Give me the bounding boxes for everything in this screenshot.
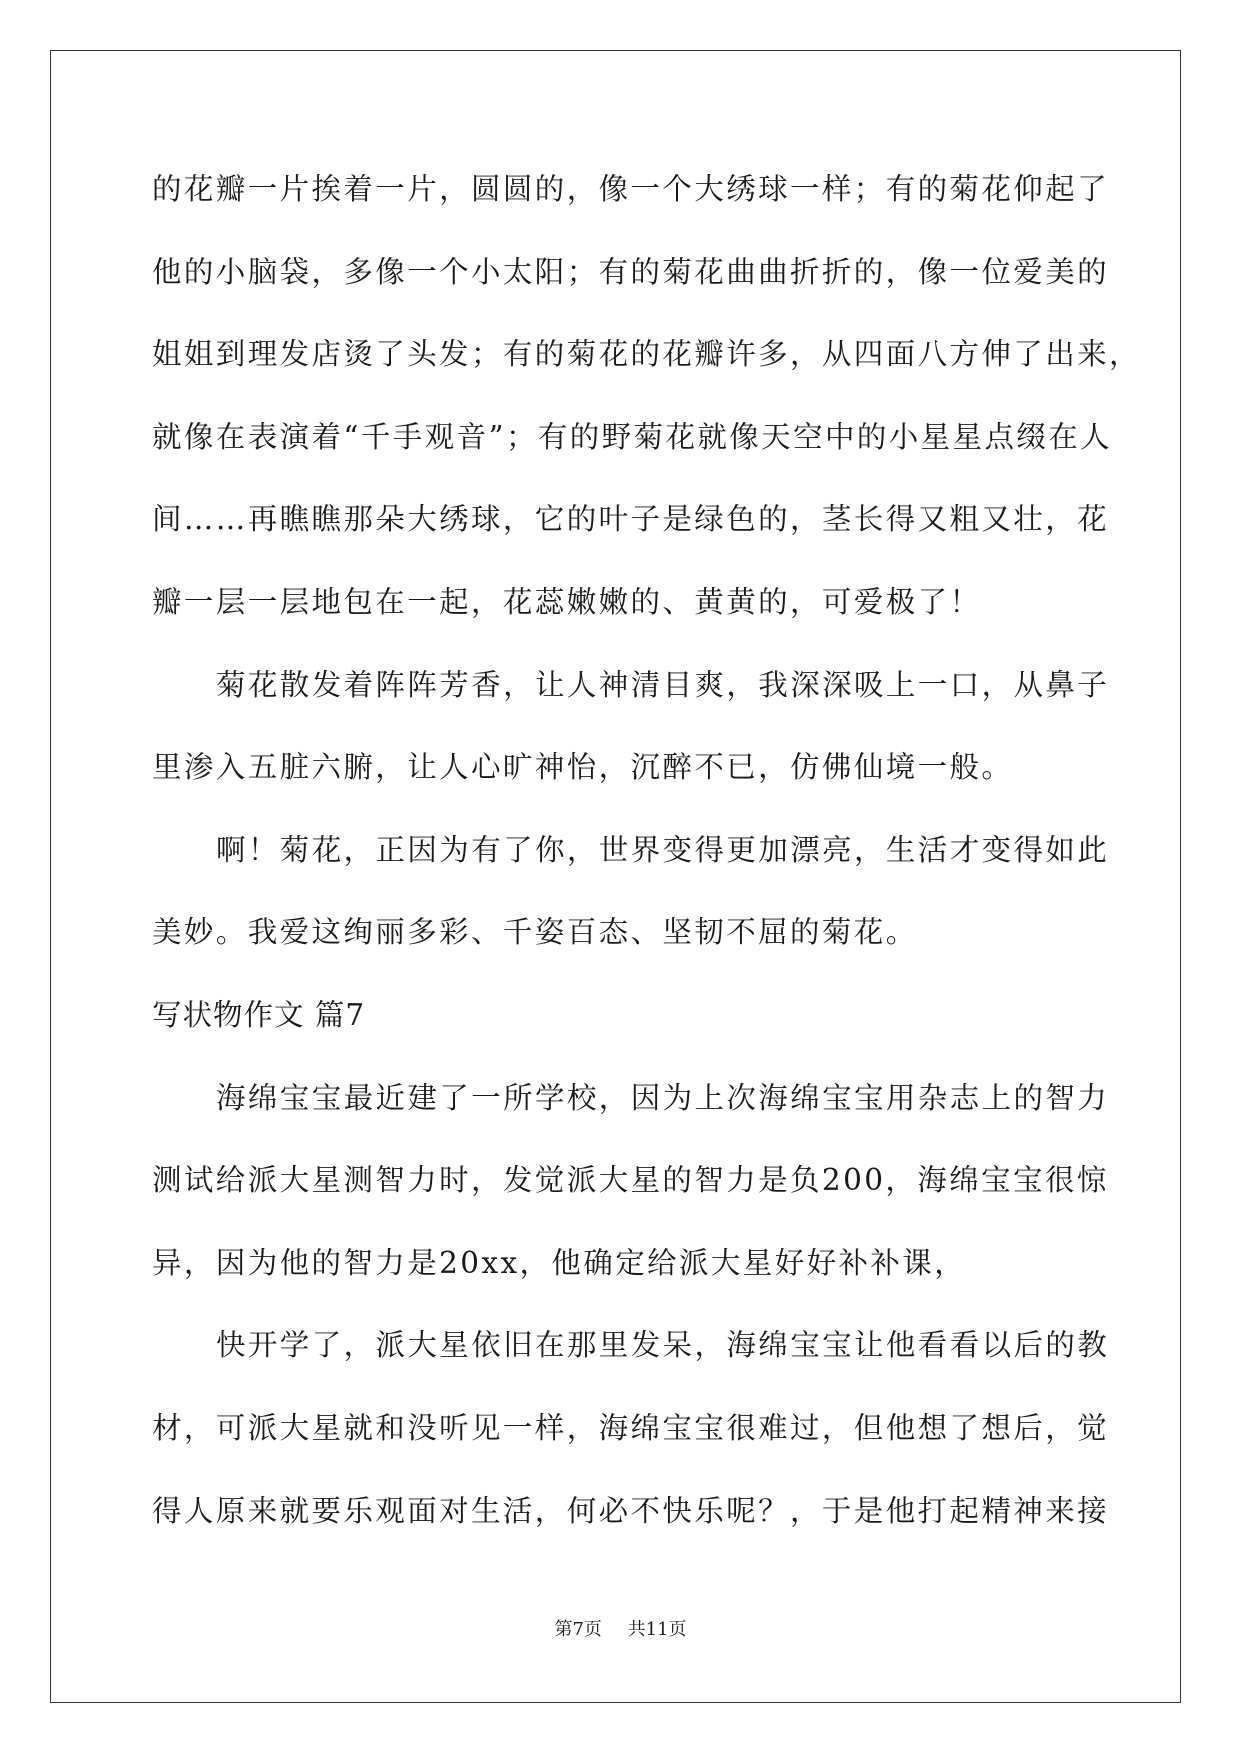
text-line: 的花瓣一片挨着一片，圆圆的，像一个大绣球一样；有的菊花仰起了 (152, 172, 1110, 206)
text-line: 间……再瞧瞧那朵大绣球，它的叶子是绿色的，茎长得又粗又壮，花 (152, 502, 1110, 537)
page-footer (0, 1615, 1241, 1641)
text-line: 海绵宝宝最近建了一所学校，因为上次海绵宝宝用杂志上的智力 (216, 1080, 1110, 1115)
text-line: 就像在表演着“千手观音”；有的野菊花就像天空中的小星星点缀在人 (152, 419, 1113, 454)
text-line: 姐姐到理发店烫了头发；有的菊花的花瓣许多，从四面八方伸了出来， (152, 337, 1141, 372)
text-line: 菊花散发着阵阵芳香，让人神清目爽，我深深吸上一口，从鼻子 (216, 667, 1110, 702)
text-line: 得人原来就要乐观面对生活，何必不快乐呢？，于是他打起精神来接 (152, 1493, 1110, 1528)
text-line: 啊！菊花，正因为有了你，世界变得更加漂亮，生活才变得如此 (216, 832, 1110, 867)
text-line: 材，可派大星就和没听见一样，海绵宝宝很难过，但他想了想后，觉 (152, 1410, 1110, 1445)
page-number: 第7页 (554, 1619, 602, 1640)
page-total: 共11页 (627, 1619, 687, 1640)
text-line: 异，因为他的智力是20xx，他确定给派大星好好补补课， (152, 1245, 967, 1280)
text-line: 测试给派大星测智力时，发觉派大星的智力是负200，海绵宝宝很惊 (152, 1163, 1109, 1198)
document-body (152, 148, 1141, 1552)
section-heading: 写状物作文 篇7 (152, 997, 366, 1032)
text-line: 美妙。我爱这绚丽多彩、千姿百态、坚韧不屈的菊花。 (152, 915, 918, 950)
text-line: 快开学了，派大星依旧在那里发呆，海绵宝宝让他看看以后的教 (216, 1328, 1110, 1363)
text-line: 瓣一层一层地包在一起，花蕊嫩嫩的、黄黄的，可爱极了！ (152, 584, 982, 619)
text-line: 他的小脑袋，多像一个小太阳；有的菊花曲曲折折的，像一位爱美的 (152, 254, 1110, 289)
text-line: 里渗入五脏六腑，让人心旷神怡，沉醉不已，仿佛仙境一般。 (152, 750, 1014, 785)
